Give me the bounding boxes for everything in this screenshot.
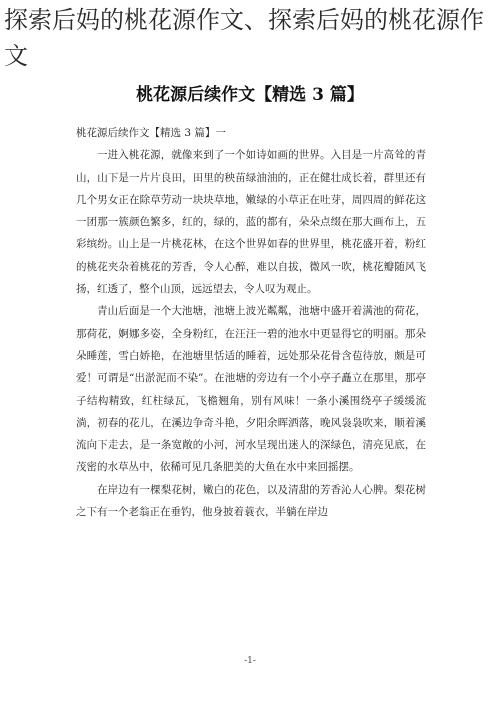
document-title: 桃花源后续作文【精选 3 篇】 [136,85,364,105]
paragraph-1: 一进入桃花源，就像来到了一个如诗如画的世界。入目是一片高耸的青山，山下是一片片良田，田里的秧苗绿油油的，正在健壮成长着，群里还有几个男女正在除草劳动一块块草地，嫩绿的小草正在吐芽，周四周的鲜花这一团那一簇颜色繁多，红的，绿的，蓝的都有，朵朵点缀在那大画布上，五彩缤纷。山上是一片桃花林，在这个世界如春的世界里，桃花盛开着，粉红的桃花夹杂着桃花的芳香，令人心醉，难以自拔，微风一吹，桃花瓣随风飞扬，红透了，整个山顶，远远望去，令人叹为观止。 [76,149,426,296]
paragraph-2: 青山后面是一个大池塘，池塘上波光粼粼，池塘中盛开着满池的荷花，那荷花，婀娜多姿，全身粉红，在汪汪一碧的池水中更显得它的明丽。那朵朵睡莲，雪白娇艳，在池塘里恬适的睡着，远处那朵花骨含苞待放，颇是可爱！可谓是“出淤泥而不染”。在池塘的旁边有一个小亭子矗立在那里，那亭子结构精致，红柱绿瓦，飞檐翘角，别有风味！一条小溪围绕亭子缓缓流淌，初春的花儿，在溪边争奇斗艳，夕阳余晖洒落，晚风袅袅吹来，顺着溪流向下走去，是一条宽敞的小河，河水呈现出迷人的深绿色，清亮见底，在茂密的水草丛中，依稀可见几条肥美的大鱼在水中来回摇摆。 [76,305,426,474]
document-page [0,74,500,707]
paragraph-3: 在岸边有一棵梨花树，嫩白的花色，以及清甜的芳香沁人心脾。梨花树之下有一个老翁正在垂钓，他身披着蓑衣，半躺在岸边 [76,483,426,519]
document-body [76,122,426,523]
page-banner-title: 探索后妈的桃花源作文、探索后妈的桃花源作文 [4,6,484,70]
page-number: -1- [244,656,256,666]
essay-heading-line: 桃花源后续作文【精选 3 篇】一 [76,127,226,139]
